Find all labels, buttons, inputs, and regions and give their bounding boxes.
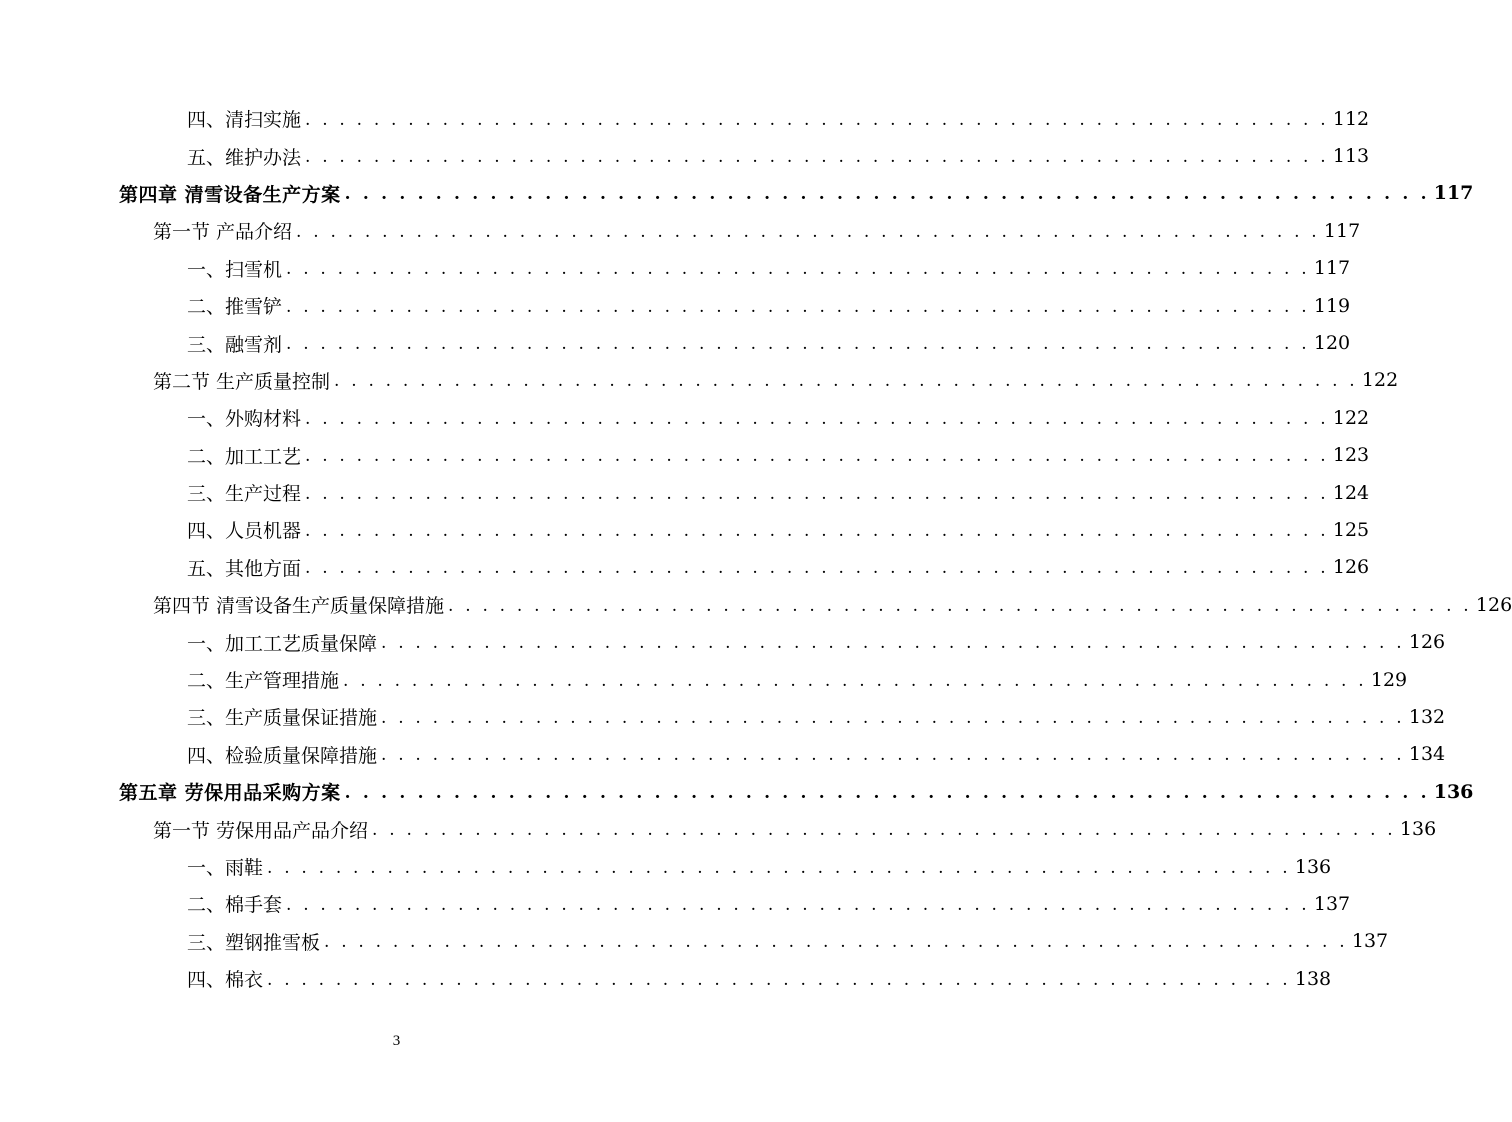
toc-entry-label: 五、其他方面 [187, 554, 305, 581]
toc-entry[interactable] [0, 137, 1370, 174]
toc-entry-page: 117 [1313, 257, 1351, 280]
dot-leader: . . . . . . . . . . . . . . . . . . . . . . . . . . . . . . . . . . . . . . . . . . . . . . . . . . . . . . . . . . . . [267, 969, 1291, 990]
toc-entry-page: 136 [1294, 855, 1332, 878]
toc-section-entry[interactable] [0, 810, 1437, 847]
toc-entry-label: 二、生产管理措施 [187, 666, 343, 693]
toc-entry-page: 112 [1332, 107, 1370, 130]
dot-leader: . . . . . . . . . . . . . . . . . . . . . . . . . . . . . . . . . . . . . . . . . . . . . . . . . . . . . . . . . . . . [286, 894, 1310, 915]
toc-entry-label: 第五章 劳保用品采购方案 [119, 778, 345, 805]
dot-leader: . . . . . . . . . . . . . . . . . . . . . . . . . . . . . . . . . . . . . . . . . . . . . . . . . . . . . . . . . . . . [324, 932, 1348, 953]
toc-entry-page: 136 [1399, 818, 1437, 841]
dot-leader: . . . . . . . . . . . . . . . . . . . . . . . . . . . . . . . . . . . . . . . . . . . . . . . . . . . . . . . . . . . . [305, 408, 1329, 429]
toc-chapter-entry[interactable] [0, 773, 1474, 810]
dot-leader: . . . . . . . . . . . . . . . . . . . . . . . . . . . . . . . . . . . . . . . . . . . . . . . . . . . . . . . . . . . . [344, 184, 1430, 205]
dot-leader: . . . . . . . . . . . . . . . . . . . . . . . . . . . . . . . . . . . . . . . . . . . . . . . . . . . . . . . . . . . . [305, 446, 1329, 467]
toc-entry[interactable] [0, 923, 1389, 960]
toc-entry-page: 113 [1332, 145, 1370, 168]
toc-entry-page: 125 [1332, 518, 1370, 541]
toc-entry[interactable] [0, 698, 1446, 735]
toc-entry-page: 137 [1313, 892, 1351, 915]
toc-entry-label: 第一节 产品介绍 [153, 217, 296, 244]
dot-leader: . . . . . . . . . . . . . . . . . . . . . . . . . . . . . . . . . . . . . . . . . . . . . . . . . . . . . . . . . . . . [381, 745, 1405, 766]
toc-entry[interactable] [0, 623, 1446, 660]
toc-entry-page: 126 [1408, 631, 1446, 654]
dot-leader: . . . . . . . . . . . . . . . . . . . . . . . . . . . . . . . . . . . . . . . . . . . . . . . . . . . . . . . . . . . . [286, 259, 1310, 280]
toc-section-entry[interactable] [0, 586, 1512, 623]
toc-entry-page: 117 [1323, 219, 1361, 242]
dot-leader: . . . . . . . . . . . . . . . . . . . . . . . . . . . . . . . . . . . . . . . . . . . . . . . . . . . . . . . . . . . . [305, 520, 1329, 541]
toc-entry-label: 二、棉手套 [187, 890, 286, 917]
toc-entry-page: 137 [1351, 930, 1389, 953]
toc-entry-label: 三、塑钢推雪板 [187, 928, 324, 955]
dot-leader: . . . . . . . . . . . . . . . . . . . . . . . . . . . . . . . . . . . . . . . . . . . . . . . . . . . . . . . . . . . . [381, 707, 1405, 728]
toc-entry[interactable] [0, 287, 1351, 324]
toc-entry-page: 123 [1332, 444, 1370, 467]
toc-entry-label: 二、加工工艺 [187, 442, 305, 469]
toc-entry[interactable] [0, 848, 1332, 885]
toc-entry-page: 134 [1408, 743, 1446, 766]
toc-entry-label: 四、棉衣 [187, 965, 267, 992]
toc-entry[interactable] [0, 511, 1370, 548]
dot-leader: . . . . . . . . . . . . . . . . . . . . . . . . . . . . . . . . . . . . . . . . . . . . . . . . . . . . . . . . . . . . [381, 633, 1405, 654]
dot-leader: . . . . . . . . . . . . . . . . . . . . . . . . . . . . . . . . . . . . . . . . . . . . . . . . . . . . . . . . . . . . [286, 296, 1310, 317]
toc-entry[interactable] [0, 250, 1351, 287]
toc-entry[interactable] [0, 885, 1351, 922]
page-number: 3 [392, 1033, 401, 1049]
dot-leader: . . . . . . . . . . . . . . . . . . . . . . . . . . . . . . . . . . . . . . . . . . . . . . . . . . . . . . . . . . . . [344, 782, 1430, 803]
toc-entry-label: 一、扫雪机 [187, 255, 286, 282]
dot-leader: . . . . . . . . . . . . . . . . . . . . . . . . . . . . . . . . . . . . . . . . . . . . . . . . . . . . . . . . . . . . [334, 371, 1358, 392]
toc-entry-label: 四、人员机器 [187, 516, 305, 543]
toc-entry-page: 122 [1332, 406, 1370, 429]
toc-entry-page: 138 [1294, 967, 1332, 990]
toc-entry-label: 三、生产质量保证措施 [187, 703, 381, 730]
dot-leader: . . . . . . . . . . . . . . . . . . . . . . . . . . . . . . . . . . . . . . . . . . . . . . . . . . . . . . . . . . . . [267, 857, 1291, 878]
toc-section-entry[interactable] [0, 212, 1361, 249]
toc-entry-page: 126 [1332, 556, 1370, 579]
toc-entry-label: 二、推雪铲 [187, 292, 286, 319]
dot-leader: . . . . . . . . . . . . . . . . . . . . . . . . . . . . . . . . . . . . . . . . . . . . . . . . . . . . . . . . . . . . [305, 558, 1329, 579]
dot-leader: . . . . . . . . . . . . . . . . . . . . . . . . . . . . . . . . . . . . . . . . . . . . . . . . . . . . . . . . . . . . [305, 109, 1329, 130]
toc-entry[interactable] [0, 100, 1370, 137]
toc-entry-page: 129 [1370, 668, 1408, 691]
dot-leader: . . . . . . . . . . . . . . . . . . . . . . . . . . . . . . . . . . . . . . . . . . . . . . . . . . . . . . . . . . . . [343, 670, 1367, 691]
toc-entry[interactable] [0, 399, 1370, 436]
toc-entry-label: 第一节 劳保用品产品介绍 [153, 816, 372, 843]
dot-leader: . . . . . . . . . . . . . . . . . . . . . . . . . . . . . . . . . . . . . . . . . . . . . . . . . . . . . . . . . . . . [372, 820, 1396, 841]
dot-leader: . . . . . . . . . . . . . . . . . . . . . . . . . . . . . . . . . . . . . . . . . . . . . . . . . . . . . . . . . . . . [305, 147, 1329, 168]
dot-leader: . . . . . . . . . . . . . . . . . . . . . . . . . . . . . . . . . . . . . . . . . . . . . . . . . . . . . . . . . . . . [448, 595, 1472, 616]
table-of-contents [0, 100, 1512, 997]
toc-entry[interactable] [0, 324, 1351, 361]
toc-entry-page: 122 [1361, 369, 1399, 392]
toc-entry-page: 132 [1408, 705, 1446, 728]
toc-entry-page: 117 [1433, 182, 1474, 205]
toc-entry-label: 三、融雪剂 [187, 330, 286, 357]
toc-entry[interactable] [0, 736, 1446, 773]
toc-entry-label: 三、生产过程 [187, 479, 305, 506]
dot-leader: . . . . . . . . . . . . . . . . . . . . . . . . . . . . . . . . . . . . . . . . . . . . . . . . . . . . . . . . . . . . [305, 483, 1329, 504]
toc-entry-label: 五、维护办法 [187, 143, 305, 170]
toc-entry-label: 第四节 清雪设备生产质量保障措施 [153, 591, 448, 618]
dot-leader: . . . . . . . . . . . . . . . . . . . . . . . . . . . . . . . . . . . . . . . . . . . . . . . . . . . . . . . . . . . . [296, 221, 1320, 242]
toc-entry-page: 126 [1475, 593, 1512, 616]
toc-entry-label: 第二节 生产质量控制 [153, 367, 334, 394]
toc-entry-label: 一、雨鞋 [187, 853, 267, 880]
toc-entry-label: 四、清扫实施 [187, 105, 305, 132]
toc-entry[interactable] [0, 549, 1370, 586]
toc-chapter-entry[interactable] [0, 175, 1474, 212]
toc-entry[interactable] [0, 661, 1408, 698]
toc-section-entry[interactable] [0, 362, 1399, 399]
toc-entry-page: 119 [1313, 294, 1351, 317]
toc-entry-label: 一、加工工艺质量保障 [187, 629, 381, 656]
toc-entry[interactable] [0, 474, 1370, 511]
toc-entry-label: 第四章 清雪设备生产方案 [119, 180, 345, 207]
toc-entry-label: 四、检验质量保障措施 [187, 741, 381, 768]
toc-entry-page: 120 [1313, 332, 1351, 355]
toc-entry-label: 一、外购材料 [187, 404, 305, 431]
toc-entry[interactable] [0, 960, 1332, 997]
toc-entry-page: 124 [1332, 481, 1370, 504]
toc-entry-page: 136 [1433, 780, 1474, 803]
toc-entry[interactable] [0, 437, 1370, 474]
dot-leader: . . . . . . . . . . . . . . . . . . . . . . . . . . . . . . . . . . . . . . . . . . . . . . . . . . . . . . . . . . . . [286, 334, 1310, 355]
